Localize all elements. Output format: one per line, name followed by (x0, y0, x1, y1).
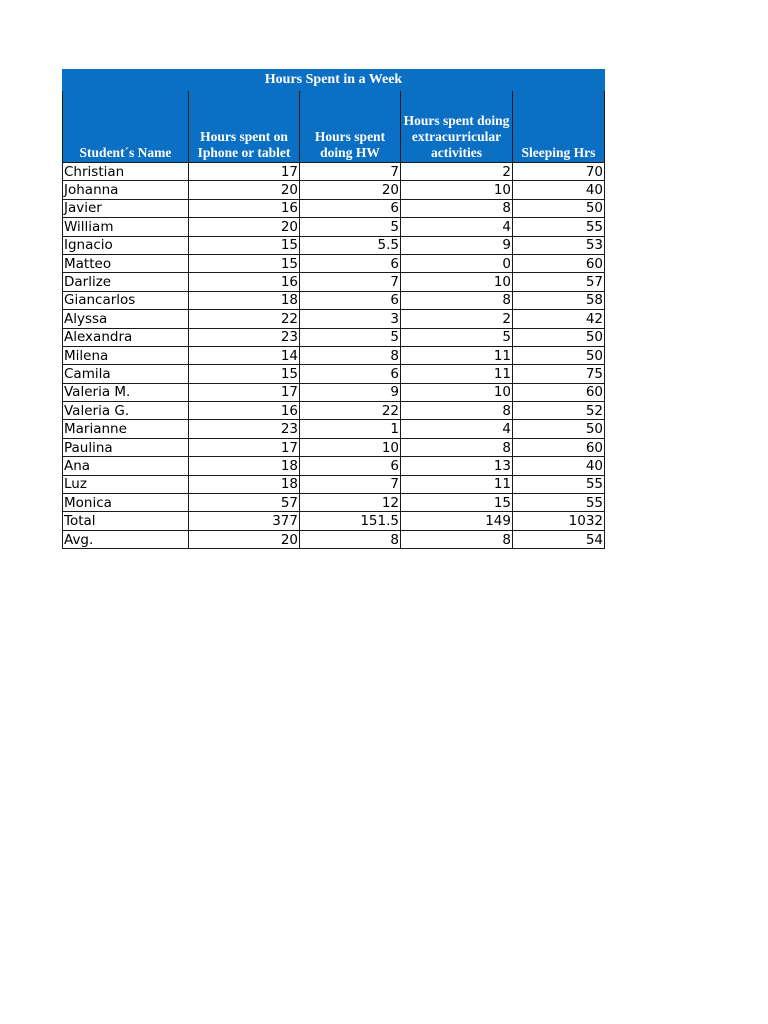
cell-extracurricular-hours[interactable]: 13 (401, 457, 513, 475)
cell-extracurricular-hours[interactable]: 8 (401, 291, 513, 309)
cell-name[interactable]: Alexandra (63, 328, 189, 346)
cell-extracurricular-hours[interactable]: 9 (401, 236, 513, 254)
cell-name[interactable]: Milena (63, 346, 189, 364)
cell-name[interactable]: Monica (63, 494, 189, 512)
table-row (63, 291, 605, 309)
cell-phone-hours[interactable]: 15 (189, 254, 300, 272)
cell-phone-hours[interactable]: 14 (189, 346, 300, 364)
cell-sleeping-hours[interactable]: 75 (513, 365, 605, 383)
cell-sleeping-hours[interactable]: 55 (513, 475, 605, 493)
table-row (63, 475, 605, 493)
cell-name[interactable]: Valeria M. (63, 383, 189, 401)
cell-name[interactable]: Total (63, 512, 189, 530)
header-row (63, 91, 605, 163)
cell-name[interactable]: William (63, 218, 189, 236)
table-row (63, 236, 605, 254)
cell-sleeping-hours[interactable]: 1032 (513, 512, 605, 530)
cell-hw-hours[interactable]: 9 (300, 383, 401, 401)
cell-extracurricular-hours[interactable]: 4 (401, 218, 513, 236)
cell-sleeping-hours[interactable]: 50 (513, 199, 605, 217)
cell-extracurricular-hours[interactable]: 8 (401, 530, 513, 548)
table-row (63, 199, 605, 217)
cell-phone-hours[interactable]: 17 (189, 383, 300, 401)
cell-hw-hours[interactable]: 1 (300, 420, 401, 438)
cell-sleeping-hours[interactable]: 50 (513, 346, 605, 364)
cell-phone-hours[interactable]: 15 (189, 236, 300, 254)
cell-extracurricular-hours[interactable]: 4 (401, 420, 513, 438)
cell-phone-hours[interactable]: 15 (189, 365, 300, 383)
cell-sleeping-hours[interactable]: 52 (513, 402, 605, 420)
cell-phone-hours[interactable]: 20 (189, 218, 300, 236)
cell-phone-hours[interactable]: 18 (189, 457, 300, 475)
table-row (63, 254, 605, 272)
cell-phone-hours[interactable]: 20 (189, 181, 300, 199)
table-row (63, 438, 605, 456)
cell-sleeping-hours[interactable]: 57 (513, 273, 605, 291)
cell-sleeping-hours[interactable]: 60 (513, 254, 605, 272)
table-row (63, 530, 605, 548)
table-row (63, 512, 605, 530)
cell-name[interactable]: Avg. (63, 530, 189, 548)
table-row (63, 328, 605, 346)
cell-name[interactable]: Christian (63, 163, 189, 181)
cell-sleeping-hours[interactable]: 40 (513, 457, 605, 475)
cell-name[interactable]: Giancarlos (63, 291, 189, 309)
cell-extracurricular-hours[interactable]: 0 (401, 254, 513, 272)
cell-extracurricular-hours[interactable]: 11 (401, 346, 513, 364)
cell-extracurricular-hours[interactable]: 8 (401, 199, 513, 217)
header-extracurricular-hours[interactable]: Hours spent doing extracurricular activities (401, 91, 513, 163)
table-row (63, 420, 605, 438)
cell-hw-hours[interactable]: 3 (300, 310, 401, 328)
cell-sleeping-hours[interactable]: 40 (513, 181, 605, 199)
cell-sleeping-hours[interactable]: 70 (513, 163, 605, 181)
cell-hw-hours[interactable]: 7 (300, 273, 401, 291)
table-row (63, 273, 605, 291)
table-row (63, 310, 605, 328)
cell-sleeping-hours[interactable]: 50 (513, 420, 605, 438)
table-row (63, 494, 605, 512)
cell-phone-hours[interactable]: 17 (189, 163, 300, 181)
cell-sleeping-hours[interactable]: 58 (513, 291, 605, 309)
cell-sleeping-hours[interactable]: 54 (513, 530, 605, 548)
cell-name[interactable]: Marianne (63, 420, 189, 438)
cell-sleeping-hours[interactable]: 42 (513, 310, 605, 328)
cell-name[interactable]: Darlize (63, 273, 189, 291)
table-row (63, 163, 605, 181)
cell-phone-hours[interactable]: 18 (189, 291, 300, 309)
cell-extracurricular-hours[interactable]: 2 (401, 163, 513, 181)
cell-phone-hours[interactable]: 23 (189, 420, 300, 438)
cell-extracurricular-hours[interactable]: 10 (401, 181, 513, 199)
cell-phone-hours[interactable]: 16 (189, 273, 300, 291)
cell-hw-hours[interactable]: 12 (300, 494, 401, 512)
cell-hw-hours[interactable]: 5 (300, 328, 401, 346)
cell-phone-hours[interactable]: 23 (189, 328, 300, 346)
table-row (63, 346, 605, 364)
table-row (63, 218, 605, 236)
cell-name[interactable]: Camila (63, 365, 189, 383)
cell-phone-hours[interactable]: 16 (189, 402, 300, 420)
cell-extracurricular-hours[interactable]: 15 (401, 494, 513, 512)
cell-name[interactable]: Alyssa (63, 310, 189, 328)
cell-sleeping-hours[interactable]: 53 (513, 236, 605, 254)
cell-name[interactable]: Valeria G. (63, 402, 189, 420)
cell-sleeping-hours[interactable]: 55 (513, 494, 605, 512)
cell-phone-hours[interactable]: 18 (189, 475, 300, 493)
table-row (63, 181, 605, 199)
cell-phone-hours[interactable]: 17 (189, 438, 300, 456)
cell-hw-hours[interactable]: 6 (300, 254, 401, 272)
cell-hw-hours[interactable]: 6 (300, 365, 401, 383)
cell-hw-hours[interactable]: 151.5 (300, 512, 401, 530)
table-row (63, 457, 605, 475)
cell-extracurricular-hours[interactable]: 5 (401, 328, 513, 346)
cell-hw-hours[interactable]: 8 (300, 346, 401, 364)
cell-extracurricular-hours[interactable]: 8 (401, 402, 513, 420)
spreadsheet (62, 69, 604, 549)
table-body (63, 163, 605, 549)
cell-extracurricular-hours[interactable]: 2 (401, 310, 513, 328)
cell-hw-hours[interactable]: 20 (300, 181, 401, 199)
cell-phone-hours[interactable]: 377 (189, 512, 300, 530)
header-phone-hours[interactable]: Hours spent on Iphone or tablet (189, 91, 300, 163)
cell-hw-hours[interactable]: 6 (300, 457, 401, 475)
cell-extracurricular-hours[interactable]: 10 (401, 383, 513, 401)
cell-extracurricular-hours[interactable]: 11 (401, 365, 513, 383)
cell-name[interactable]: Matteo (63, 254, 189, 272)
cell-sleeping-hours[interactable]: 60 (513, 438, 605, 456)
table-row (63, 402, 605, 420)
cell-hw-hours[interactable]: 6 (300, 199, 401, 217)
table-row (63, 365, 605, 383)
cell-hw-hours[interactable]: 5.5 (300, 236, 401, 254)
table-title[interactable]: Hours Spent in a Week (63, 70, 605, 91)
cell-name[interactable]: Ana (63, 457, 189, 475)
header-hw-hours[interactable]: Hours spent doing HW (300, 91, 401, 163)
cell-phone-hours[interactable]: 22 (189, 310, 300, 328)
cell-hw-hours[interactable]: 10 (300, 438, 401, 456)
cell-sleeping-hours[interactable]: 50 (513, 328, 605, 346)
cell-hw-hours[interactable]: 5 (300, 218, 401, 236)
cell-hw-hours[interactable]: 22 (300, 402, 401, 420)
cell-phone-hours[interactable]: 20 (189, 530, 300, 548)
cell-hw-hours[interactable]: 7 (300, 163, 401, 181)
header-student-name[interactable]: Student´s Name (63, 91, 189, 163)
cell-name[interactable]: Javier (63, 199, 189, 217)
table-row (63, 383, 605, 401)
cell-phone-hours[interactable]: 16 (189, 199, 300, 217)
cell-hw-hours[interactable]: 6 (300, 291, 401, 309)
header-sleeping-hours[interactable]: Sleeping Hrs (513, 91, 605, 163)
cell-extracurricular-hours[interactable]: 8 (401, 438, 513, 456)
cell-extracurricular-hours[interactable]: 149 (401, 512, 513, 530)
cell-sleeping-hours[interactable]: 60 (513, 383, 605, 401)
cell-name[interactable]: Ignacio (63, 236, 189, 254)
title-row (63, 70, 605, 91)
cell-hw-hours[interactable]: 8 (300, 530, 401, 548)
cell-extracurricular-hours[interactable]: 10 (401, 273, 513, 291)
cell-name[interactable]: Paulina (63, 438, 189, 456)
cell-name[interactable]: Johanna (63, 181, 189, 199)
cell-name[interactable]: Luz (63, 475, 189, 493)
cell-hw-hours[interactable]: 7 (300, 475, 401, 493)
cell-phone-hours[interactable]: 57 (189, 494, 300, 512)
hours-table (62, 69, 605, 549)
cell-sleeping-hours[interactable]: 55 (513, 218, 605, 236)
cell-extracurricular-hours[interactable]: 11 (401, 475, 513, 493)
